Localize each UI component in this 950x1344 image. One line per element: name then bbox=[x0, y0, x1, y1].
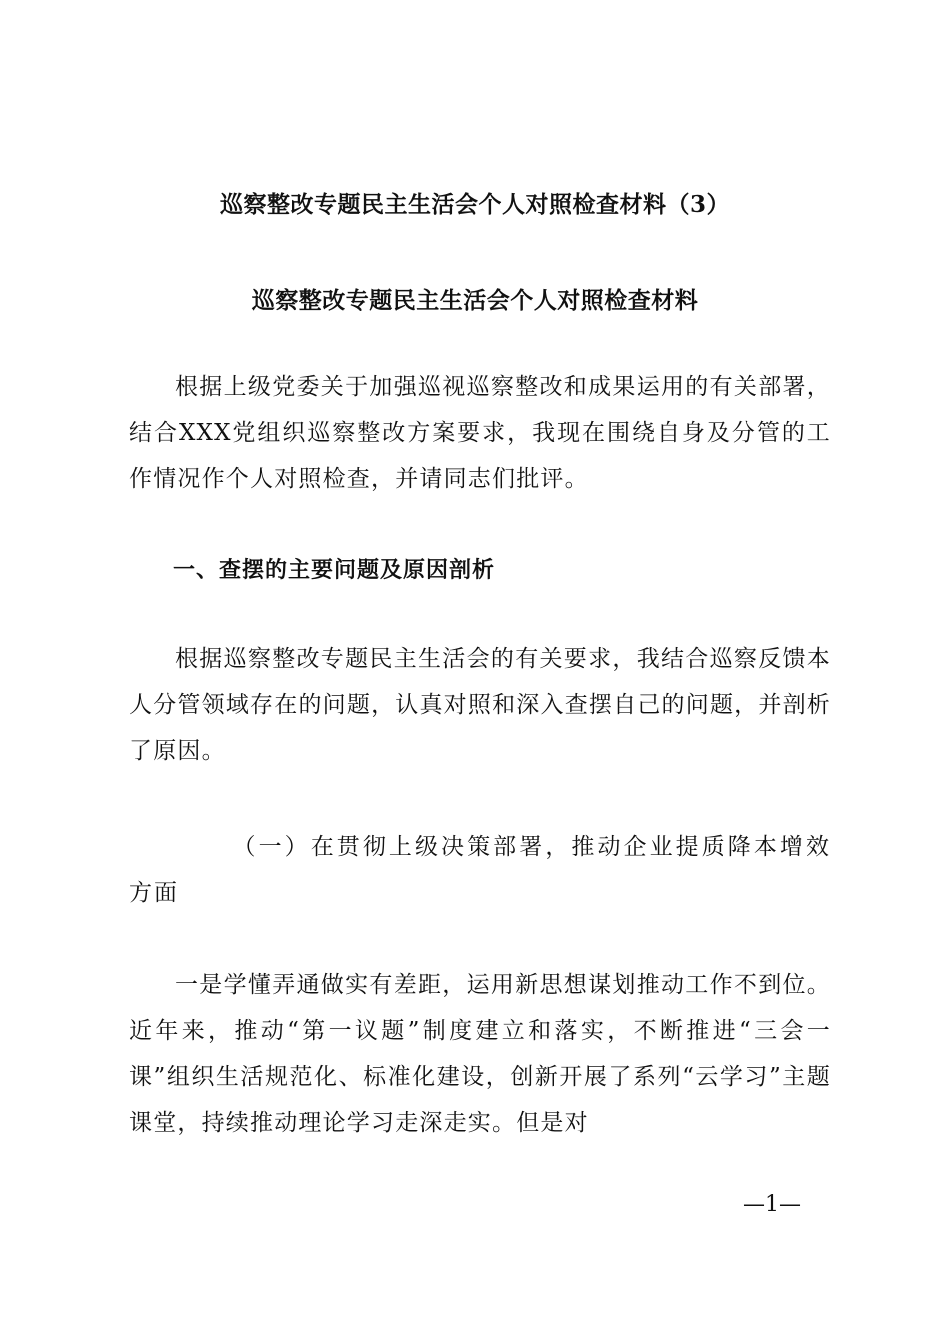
page-number: —1— bbox=[743, 1192, 801, 1217]
document-subtitle: 巡察整改专题民主生活会个人对照检查材料 bbox=[251, 287, 699, 314]
document-title: 巡察整改专题民主生活会个人对照检查材料（3） bbox=[219, 191, 730, 218]
intro-paragraph: 根据上级党委关于加强巡视巡察整改和成果运用的有关部署，结合XXX党组织巡察整改方案要求，我现在围绕自身及分管的工作情况作个人对照检查，并请同志们批评。 bbox=[129, 374, 831, 492]
subsection-heading: （一）在贯彻上级决策部署，推动企业提质降本增效方面 bbox=[129, 834, 831, 906]
section-paragraph: 根据巡察整改专题民主生活会的有关要求，我结合巡察反馈本人分管领域存在的问题，认真对照和深入查摆自己的问题，并剖析了原因。 bbox=[129, 646, 831, 764]
section-heading: 一、查摆的主要问题及原因剖析 bbox=[173, 558, 496, 583]
subsection-paragraph: 一是学懂弄通做实有差距，运用新思想谋划推动工作不到位。近年来，推动“第一议题”制度建立和落实，不断推进“三会一课”组织生活规范化、标准化建设，创新开展了系列“云学习”主题课堂，持续推动理论学习走深走实。但是对 bbox=[129, 972, 831, 1136]
